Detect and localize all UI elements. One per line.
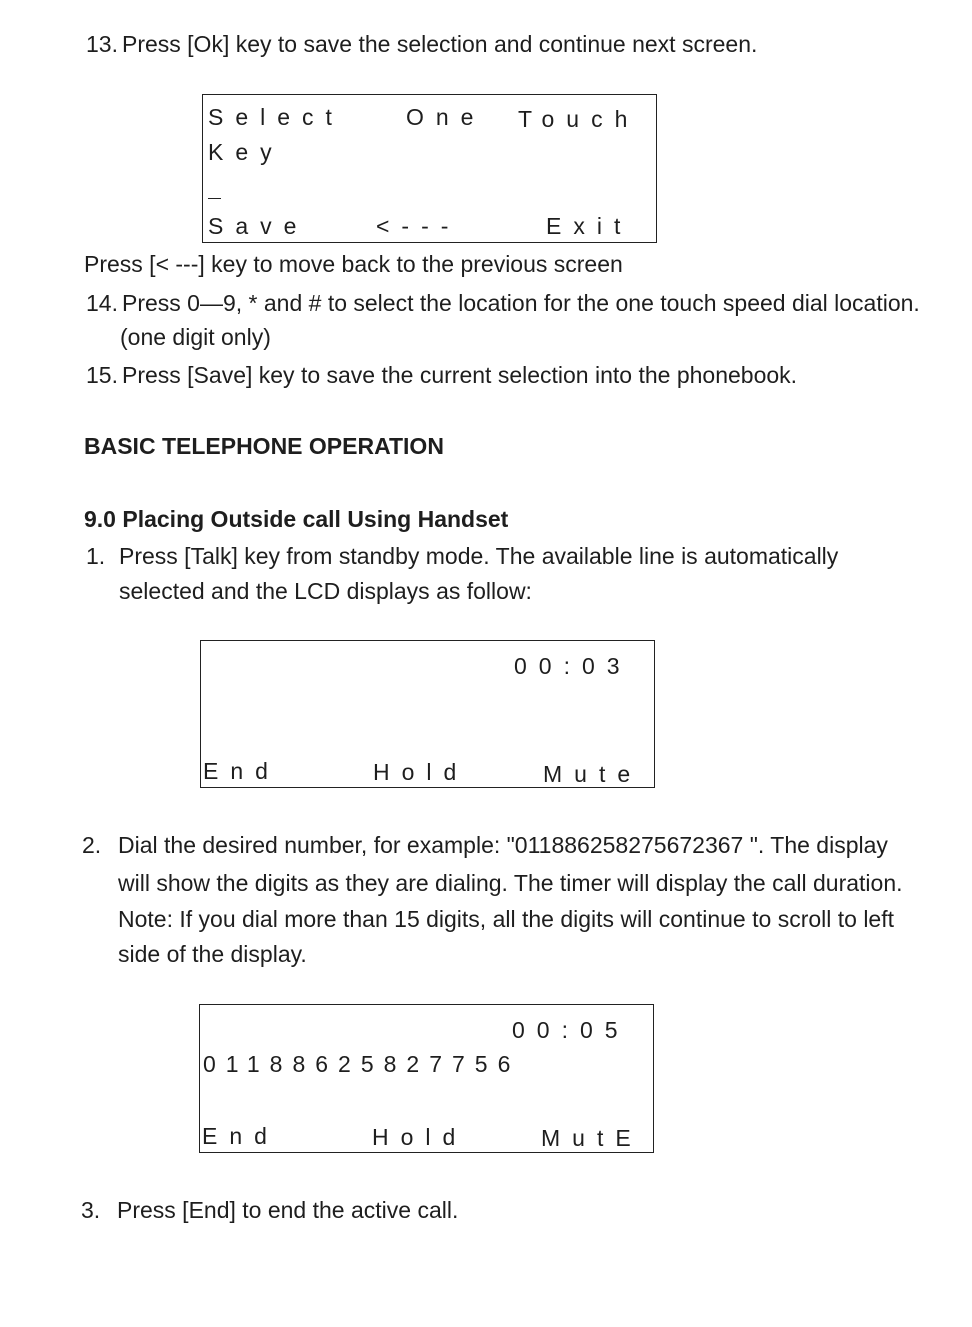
step-1-line1: Press [Talk] key from standby mode. The available line is automatically <box>119 543 839 569</box>
step-15-text: Press [Save] key to save the current selection into the phonebook. <box>121 362 798 388</box>
lcd1-softkey-back: <--- <box>376 213 461 239</box>
step-2 <box>82 831 888 859</box>
step-13 <box>86 30 757 58</box>
step-3-text: Press [End] to end the active call. <box>117 1197 459 1223</box>
lcd1-line2: Key <box>208 139 284 165</box>
lcd-select-one-touch <box>202 94 657 243</box>
lcd3-softkey-end: End <box>202 1123 279 1149</box>
lcd-call-timer <box>200 640 655 788</box>
lcd1-softkey-save: Save <box>208 213 309 239</box>
step-2-line4: side of the display. <box>118 941 307 967</box>
step-2-line1: Dial the desired number, for example: "011886258275672367 ". The display <box>118 832 888 858</box>
step-3 <box>81 1196 458 1224</box>
step-2-number: 2. <box>82 832 102 858</box>
back-note: Press [< ---] key to move back to the previous screen <box>84 251 623 277</box>
step-2-line3: Note: If you dial more than 15 digits, all the digits will continue to scroll to left <box>118 906 895 932</box>
step-13-text: Press [Ok] key to save the selection and continue next screen. <box>121 31 758 57</box>
lcd-dialing <box>199 1004 654 1153</box>
lcd3-digits: 01188625827756 <box>203 1051 521 1077</box>
lcd1-cursor <box>208 198 221 199</box>
subsection-heading: 9.0 Placing Outside call Using Handset <box>84 506 509 532</box>
lcd1-line1-word3: Touch <box>518 106 640 132</box>
step-14-number: 14. <box>86 290 118 316</box>
step-13-number: 13. <box>86 31 118 57</box>
step-14 <box>86 289 920 317</box>
lcd2-softkey-mute: Mute <box>543 761 643 787</box>
step-15 <box>86 361 797 389</box>
lcd1-line1-word1: Select <box>208 104 344 130</box>
lcd2-softkey-hold: Hold <box>373 759 469 785</box>
lcd3-softkey-mute: MutE <box>541 1125 643 1151</box>
section-heading: BASIC TELEPHONE OPERATION <box>84 433 444 459</box>
lcd3-timer: 00:05 <box>512 1017 630 1043</box>
lcd2-timer: 00:03 <box>514 653 632 679</box>
step-14-line1: Press 0—9, * and # to select the location for the one touch speed dial location. <box>121 290 920 316</box>
step-3-number: 3. <box>81 1197 101 1223</box>
step-1-number: 1. <box>86 543 106 569</box>
lcd3-softkey-hold: Hold <box>372 1124 468 1150</box>
step-1-line2: selected and the LCD displays as follow: <box>119 578 532 604</box>
step-15-number: 15. <box>86 362 118 388</box>
step-2-line2: will show the digits as they are dialing. The timer will display the call duration. <box>118 870 903 896</box>
lcd1-softkey-exit: Exit <box>546 213 633 239</box>
lcd1-line1-word2: One <box>406 104 486 130</box>
step-1 <box>86 542 838 570</box>
step-14-line2: (one digit only) <box>120 324 271 350</box>
lcd2-softkey-end: End <box>203 758 280 784</box>
